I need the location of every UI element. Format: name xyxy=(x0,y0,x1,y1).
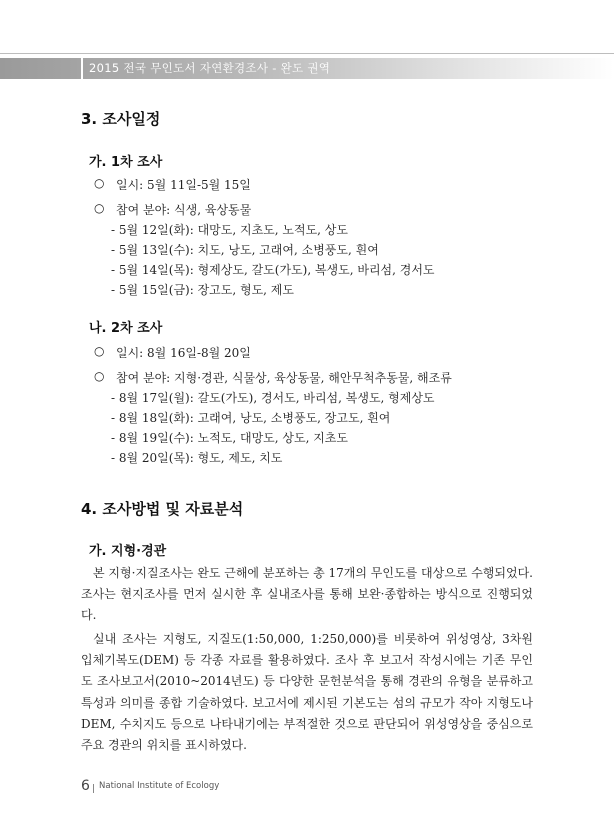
paragraph-1 xyxy=(81,563,533,627)
survey-1-day: - 5월 14일(목): 형제상도, 갈도(가도), 복생도, 바리섬, 경서도 xyxy=(111,263,435,277)
survey-2-period: 일시: 8월 16일-8월 20일 xyxy=(116,346,251,360)
footer-divider xyxy=(93,784,94,793)
section-4-title: 4. 조사방법 및 자료분석 xyxy=(81,500,244,518)
survey-1-title: 가. 1차 조사 xyxy=(89,155,163,170)
survey-2-day: - 8월 20일(목): 형도, 제도, 치도 xyxy=(111,451,283,465)
survey-2-title: 나. 2차 조사 xyxy=(89,321,163,336)
section-3-title: 3. 조사일정 xyxy=(81,110,161,128)
survey-1-period: 일시: 5월 11일-5월 15일 xyxy=(116,178,251,192)
bullet-icon: ○ xyxy=(94,176,105,190)
survey-2-day: - 8월 18일(화): 고래여, 낭도, 소병풍도, 장고도, 흰여 xyxy=(111,411,391,425)
paragraph-2 xyxy=(81,629,533,756)
footer-organization: National Institute of Ecology xyxy=(99,781,220,791)
survey-2-day: - 8월 19일(수): 노적도, 대망도, 상도, 지초도 xyxy=(111,431,348,445)
header-rule xyxy=(0,53,614,54)
survey-1-day: - 5월 12일(화): 대망도, 지초도, 노적도, 상도 xyxy=(111,223,348,237)
bullet-icon: ○ xyxy=(94,201,105,215)
survey-1-fields: 참여 분야: 식생, 육상동물 xyxy=(116,203,252,217)
bullet-icon: ○ xyxy=(94,369,105,383)
survey-1-day: - 5월 13일(수): 치도, 낭도, 고래여, 소병풍도, 흰여 xyxy=(111,243,379,257)
survey-2-day: - 8월 17일(월): 갈도(가도), 경서도, 바리섬, 복생도, 형제상도 xyxy=(111,391,435,405)
header-divider xyxy=(81,58,83,79)
page-number: 6 xyxy=(81,778,90,794)
terrain-landscape-title: 가. 지형·경관 xyxy=(89,544,167,559)
paragraph-1-text: 본 지형·지질조사는 완도 근해에 분포하는 총 17개의 무인도를 대상으로 수행되었다. 조사는 현지조사를 먼저 실시한 후 실내조사를 통해 보완·종합하는 방식으로 진행되었다. xyxy=(81,566,533,623)
running-header-title: 2015 전국 무인도서 자연환경조사 - 완도 권역 xyxy=(89,61,331,75)
paragraph-2-text: 실내 조사는 지형도, 지질도(1:50,000, 1:250,000)를 비롯하여 위성영상, 3차원 입체기복도(DEM) 등 각종 자료를 활용하였다. 조사 후 보고서 작성시에는 기존 무인도 조사보고서(2010~2014년도) 등 다양한 문헌분석을 통해 경관의 유형을 분류하고 특성과 의미를 종합 기술하였다. 보고서에 제시된 기본도는 섬의 규모가 작아 지형도나 DEM, 수치지도 등으로 나타내기에는 부적절한 것으로 판단되어 위성영상을 중심으로 주요 경관의 위치를 표시하였다. xyxy=(81,632,533,753)
survey-1-day: - 5월 15일(금): 장고도, 형도, 제도 xyxy=(111,283,294,297)
bullet-icon: ○ xyxy=(94,344,105,358)
survey-2-fields: 참여 분야: 지형·경관, 식물상, 육상동물, 해안무척추동물, 해조류 xyxy=(116,371,452,385)
